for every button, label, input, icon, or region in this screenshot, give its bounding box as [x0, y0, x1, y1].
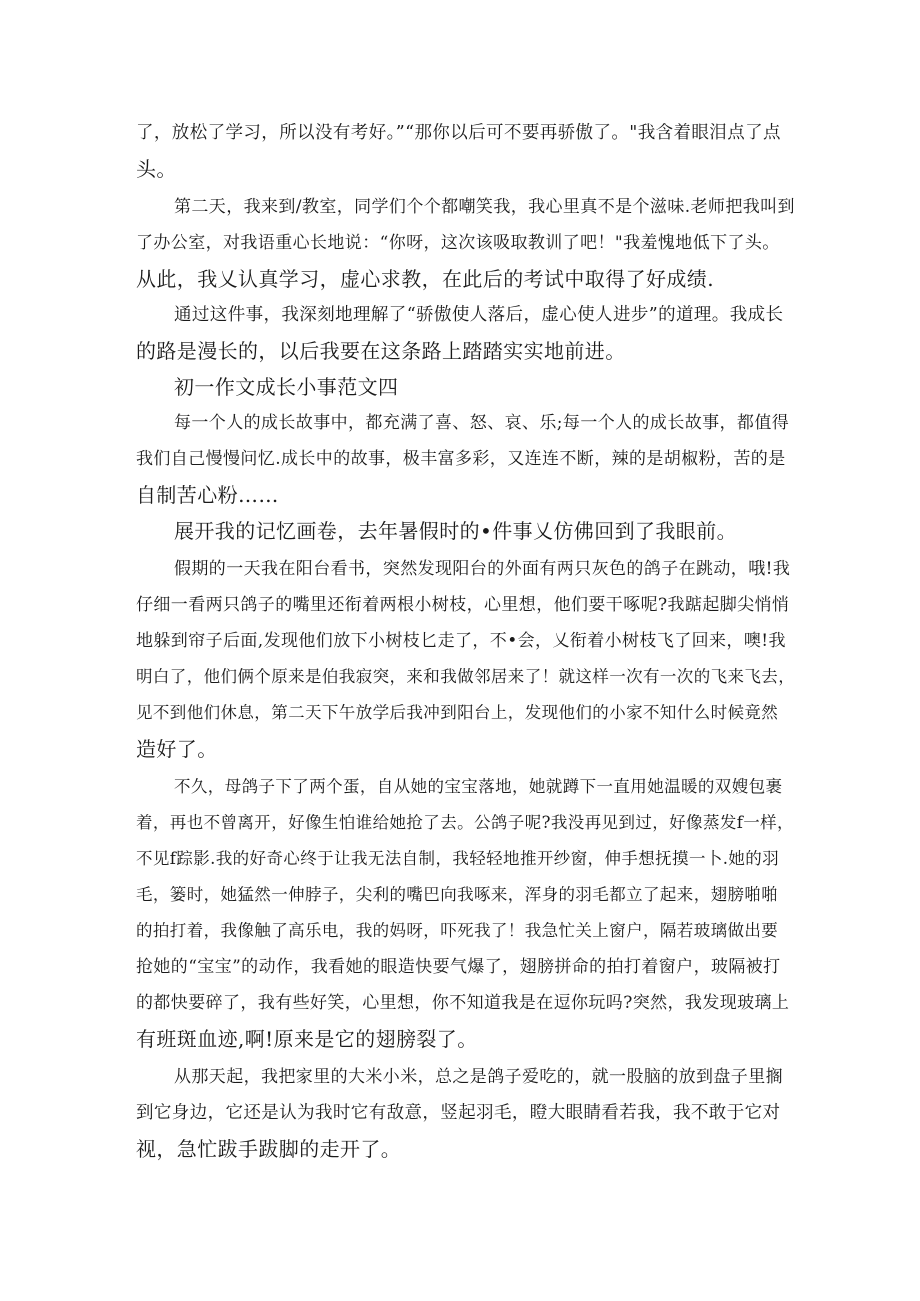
section-heading: 初一作文成长小事范文四	[174, 375, 399, 399]
paragraph-line: 见不到他们休息，第二天下午放学后我冲到阳台上，发现他们的小家不知什么时候竟然	[136, 703, 779, 722]
paragraph-line: 我们自己慢慢问忆.成长中的故事，极丰富多彩，又连连不断，辣的是胡椒粉，苦的是	[136, 449, 786, 469]
paragraph-line: 仔细一看两只鸽子的嘴里还衔着两根小树枝，心里想，他们要干啄呢?我踮起脚尖悄悄	[136, 595, 790, 615]
paragraph-line: 每一个人的成长故事中，都充满了喜、怒、哀、乐;每一个人的成长故事，都值得	[174, 413, 790, 433]
paragraph-line: 不久，母鸽子下了两个蛋，自从她的宝宝落地，她就蹲下一直用她温暖的双嫂包裹	[174, 777, 783, 796]
paragraph-line: 的路是漫长的，以后我要在这条路上踏踏实实地前进。	[136, 339, 626, 363]
paragraph-line: 假期的一天我在阳台看书，突然发现阳台的外面有两只灰色的鸽子在跳动，哦!我	[174, 559, 791, 579]
paragraph-line: 着，再也不曾离开，好像生怕谁给她抢了去。公鸽子呢?我没再见到过，好像蒸发f一样，	[136, 813, 794, 832]
paragraph-line: 不见f踪影.我的好奇心终于让我无法自制，我轻轻地推开纱窗，伸手想抚摸一卜.她的羽	[136, 849, 780, 868]
paragraph-line: 造好了。	[136, 737, 218, 761]
paragraph-line: 毛，篓时，她猛然一伸脖子，尖利的嘴巴向我啄来，浑身的羽毛都立了起来，翅膀啪啪	[136, 885, 779, 904]
paragraph-line: 从此，我乂认真学习，虚心求教，在此后的考试中取得了好成绩.	[136, 267, 714, 291]
paragraph-line: 了办公室，对我语重心长地说：“你呀，这次该吸取教训了吧！"我羞愧地低下了头。	[136, 233, 780, 253]
paragraph-line: 抢她的“宝宝”的动作，我看她的眼造快要气爆了，翅膀拼命的拍打着窗户，玻隔被打	[136, 957, 781, 977]
paragraph-line: 有班斑血迹,啊!原来是它的翅膀裂了。	[136, 1027, 478, 1051]
paragraph-line: 了，放松了学习，所以没有考好。”“那你以后可不要再骄傲了。"我含着眼泪点了点	[136, 123, 781, 143]
paragraph-line: 到它身边，它还是认为我时它有敌意，竖起羽毛，瞪大眼睛看若我，我不敢于它对	[136, 1103, 781, 1123]
paragraph-line: 头。	[136, 157, 177, 181]
paragraph-line: 第二天，我来到/教室，同学们个个都嘲笑我，我心里真不是个滋味.老师把我叫到	[174, 197, 795, 217]
paragraph-line: 通过这件事，我深刻地理解了“骄傲使人落后，虚心使人进步”的道理。我成长	[174, 305, 784, 325]
paragraph-line: 从那天起，我把家里的大米小米，总之是鸽子爱吃的，就一股脑的放到盘子里搁	[174, 1067, 783, 1087]
paragraph-line: 视，急忙跋手跋脚的走开了。	[136, 1137, 402, 1161]
paragraph-line: 明白了，他们俩个原来是伯我寂突，来和我做邻居来了！就这样一次有一次的飞来飞去，	[136, 667, 796, 686]
paragraph-line: 的都快要碎了，我有些好笑，心里想，你不知道我是在逗你玩吗?突然，我发现玻璃上	[136, 993, 790, 1013]
paragraph-line: 自制苦心粉……	[136, 483, 279, 507]
paragraph-line: 的拍打着，我像触了高乐电，我的妈呀，吓死我了！我急忙关上窗户，隔若玻璃做出要	[136, 921, 779, 940]
paragraph-line: 展开我的记忆画卷，去年暑假时的•件事乂仿佛回到了我眼前。	[174, 519, 737, 543]
paragraph-line: 地躲到帘子后面,发现他们放下小树枝匕走了，不•会，乂衔着小树枝飞了回来，噢!我	[136, 631, 786, 651]
